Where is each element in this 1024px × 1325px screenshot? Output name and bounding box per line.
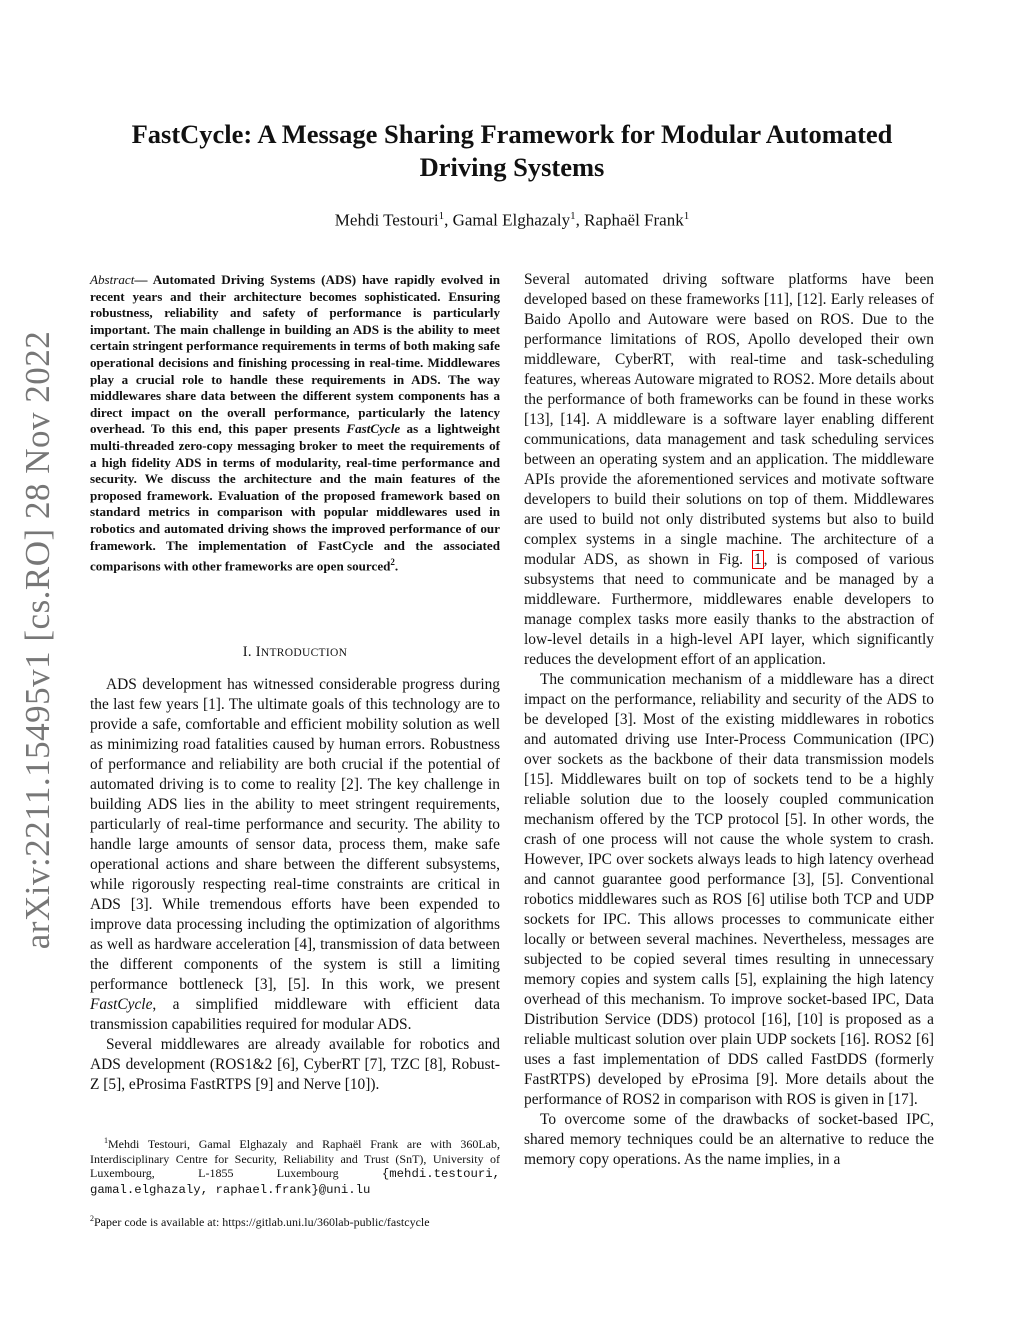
section-heading-introduction bbox=[90, 644, 500, 661]
abstract-dash: — bbox=[134, 272, 153, 287]
paragraph: The communication mechanism of a middleware has a direct impact on the performance, reliability and security of the ADS to be developed [3]. Most of the existing middlewares in robotics and automated driving use Inter-Process Communication (IPC) over sockets as the backbone of their data transmission models [15]. Middlewares built on top of sockets tend to be a highly reliable solution due to the loosely coupled communication mechanism offered by the TCP protocol [5]. In other words, the crash of one process will not cause the whole system to crash. However, IPC over sockets always leads to high latency overhead and cannot guarantee good performance [3], [5]. Conventional robotics middlewares such as ROS [6] utilise both TCP and UDP sockets for IPC. This allows processes to communicate either locally or between several machines. Nevertheless, messages are subjected to be copied several times resulting in unnecessary memory copies and system calls [5], explaining the high latency overhead of this mechanism. To improve socket-based IPC, Data Distribution Service (DDS) protocol [16], [10] is proposed as a reliable multicast solution over plain UDP sockets [16]. ROS2 [6] uses a fast implementation of DDS called FastDDS (formerly FastRTPS) developed by eProsima [9]. More details about the performance of ROS2 in comparison with ROS is given in [17]. bbox=[524, 671, 934, 1108]
arxiv-side-label bbox=[18, 330, 58, 950]
footnote-mark: 2 bbox=[390, 557, 395, 568]
right-column-body bbox=[524, 270, 934, 1170]
section-initial: I bbox=[255, 644, 261, 660]
abstract-text-1: Automated Driving Systems (ADS) have rapidly evolved in recent years and their architecture becomes sophisticated. Ensuring robustness, reliability and safety of performance is particularly important. The main challenge in building an ADS is the ability to meet certain stringent performance requirements in terms of both making safe operational decisions and finishing processing in real-time. Middlewares play a crucial role to handle these requirements in ADS. The way middlewares share data between the different system components has a direct impact on the overall performance, particularly the latency overhead. To this end, this paper presents bbox=[90, 272, 500, 437]
abstract-text-2: as a lightweight multi-threaded zero-copy messaging broker to meet the requirements of a high fidelity ADS in terms of modularity, real-time performance and security. We discuss the architecture and the main features of the proposed framework. Evaluation of the proposed framework based on standard metrics in comparison with popular middlewares used in robotics and automated driving shows the improved performance of our framework. The implementation of FastCycle and the associated comparisons with other frameworks are open sourced bbox=[90, 421, 500, 574]
section-title-rest: NTRODUCTION bbox=[260, 647, 348, 659]
author-emails: {mehdi.testouri, gamal.elghazaly, raphael.frank}@uni.lu bbox=[90, 1167, 500, 1197]
affiliation-mark: 1 bbox=[438, 210, 445, 222]
paper-title bbox=[92, 118, 932, 184]
title-line-2: Driving Systems bbox=[419, 152, 605, 182]
abstract bbox=[90, 272, 500, 575]
author-2: , Gamal Elghazaly bbox=[444, 210, 571, 230]
title-line-1: FastCycle: A Message Sharing Framework for Modular Automated bbox=[131, 119, 893, 149]
footnote-text: Mehdi Testouri, Gamal Elghazaly and Raphaël Frank are with 360Lab, Interdisciplinary Centre for Security, Reliability and Trust (SnT), University of Luxembourg, L-1855 Luxembourg bbox=[90, 1137, 500, 1180]
footnote-text: Paper code is available at: https://gitlab.uni.lu/360lab-public/fastcycle bbox=[94, 1215, 430, 1229]
author-list bbox=[92, 210, 932, 231]
paragraph bbox=[90, 675, 500, 1035]
left-column-body bbox=[90, 675, 500, 1095]
paragraph-text: Several automated driving software platforms have been developed based on these frameworks [11], [12]. Early releases of Baido Apollo and Autoware were based on ROS. Due to the performance limitations of ROS, Apollo developed their own middleware, CyberRT, with real-time and task-scheduling features, whereas Autoware migrated to ROS2. More details about the performance of both frameworks can be found in these works [13], [14]. A middleware is a software layer enabling different communications, data management and task scheduling services between an operating system and an application. The middleware APIs provide the aforementioned services and motivate software developers to build their solutions on top of them. Middlewares are used to build not only distributed systems but also to build complex systems in a single machine. The architecture of a modular ADS, as shown in Fig. bbox=[524, 271, 934, 568]
footnote-mark: 1 bbox=[104, 1136, 108, 1145]
paragraph-text: , is composed of various subsystems that need to communicate and be managed by a middleware. Furthermore, middlewares enable developers to manage complex tasks more easily thanks to the abstraction of low-level details in a high-level API layer, which significantly reduces the development effort of an application. bbox=[524, 551, 934, 668]
footnote-mark: 2 bbox=[90, 1214, 94, 1223]
section-numeral: I. bbox=[242, 644, 256, 660]
affiliation-mark: 1 bbox=[570, 210, 576, 222]
paragraph: To overcome some of the drawbacks of socket-based IPC, shared memory techniques could be an alternative to reduce the memory copy operations. As the name implies, in a bbox=[524, 1111, 934, 1168]
footnote-1 bbox=[90, 1134, 500, 1197]
paragraph-text: , a simplified middleware with efficient data transmission capabilities required for modular ADS. bbox=[90, 996, 500, 1033]
figure-reference-link[interactable]: 1 bbox=[753, 551, 762, 568]
author-1: Mehdi Testouri bbox=[334, 210, 439, 230]
arxiv-identifier: arXiv:2211.15495v1 [cs.RO] 28 Nov 2022 bbox=[18, 330, 57, 950]
paragraph bbox=[524, 270, 934, 670]
abstract-label: Abstract bbox=[90, 272, 135, 287]
footnote-2 bbox=[90, 1212, 500, 1230]
abstract-end: . bbox=[394, 558, 399, 574]
author-3: , Raphaël Frank bbox=[575, 210, 684, 230]
framework-name: FastCycle bbox=[346, 421, 401, 437]
paragraph-text: ADS development has witnessed considerable progress during the last few years [1]. The ultimate goals of this technology are to provide a safe, comfortable and efficient mobility solution as well as minimizing road fatalities caused by human errors. Robustness of performance and reliability are both crucial if the potential of automated driving is to come to reality [2]. The key challenge in building ADS lies in the ability to meet stringent requirements, particularly of real-time performance and security. The ability to handle large amounts of sensor data, process them, make safe operational actions and share between the different subsystems, while rigorously respecting real-time constraints are critical in ADS [3]. While tremendous efforts have been expended to improve data processing including the optimization of algorithms as well as hardware acceleration [4], transmission of data between the different components of the system is still a limiting performance bottleneck [3], [5]. In this work, we present bbox=[90, 676, 500, 993]
framework-name: FastCycle bbox=[90, 996, 153, 1013]
paragraph: Several middlewares are already available for robotics and ADS development (ROS1&2 [6], CyberRT [7], TZC [8], Robust-Z [5], eProsima FastRTPS [9] and Nerve [10]). bbox=[90, 1036, 500, 1093]
affiliation-mark: 1 bbox=[683, 210, 690, 222]
